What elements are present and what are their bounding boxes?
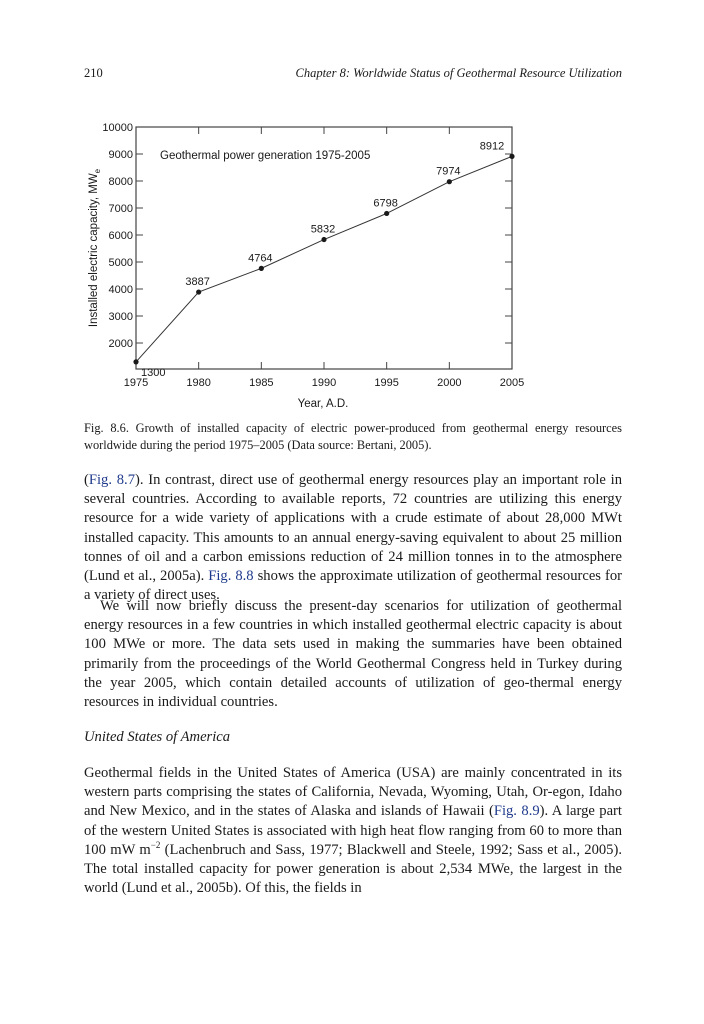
data-point-marker [196, 289, 201, 294]
y-axis-label-subscript: e [93, 168, 102, 174]
data-label: 4764 [248, 252, 273, 265]
y-tick-label: 4000 [108, 284, 133, 296]
figure-caption [84, 420, 622, 454]
data-label: 6798 [373, 197, 398, 210]
y-tick-label: 8000 [108, 176, 133, 188]
series-line [136, 156, 512, 362]
caption-text: Growth of installed capacity of electric power-produced from geothermal energy resources worldwide during the period 1975–2005 (Data source: Bertani, 2005). [84, 421, 622, 452]
paragraph-text: Geothermal fields in the United States of America (USA) are mainly concentrated in its western parts comprising the states of California, Nevada, Wyoming, Utah, Or-egon, Idaho and New Mexico, and in the states of Alaska and islands of Hawaii ( [84, 765, 622, 820]
paragraph-text: (Lachenbruch and Sass, 1977; Blackwell and Steele, 1992; Sass et al., 2005). The total installed capacity for power generation is about 2,534 MWe, the largest in the world (Lund et al., 2005b). Of this, the fields in [84, 841, 622, 897]
plot-border [136, 127, 512, 369]
superscript: −2 [150, 839, 161, 850]
section-heading: United States of America [84, 729, 231, 745]
y-tick-label: 3000 [108, 311, 133, 323]
figure-link[interactable]: Fig. 8.8 [208, 568, 254, 585]
data-point-marker [509, 154, 514, 159]
figure-link[interactable]: Fig. 8.7 [88, 472, 135, 488]
figure-link[interactable]: Fig. 8.9 [493, 803, 540, 820]
x-tick-label: 1975 [123, 377, 149, 389]
y-tick-label: 7000 [108, 203, 133, 215]
data-point-marker [384, 211, 389, 216]
data-label: 5832 [310, 223, 336, 236]
data-point-marker [321, 237, 326, 242]
y-axis-label [88, 168, 102, 327]
body-paragraph [84, 764, 622, 898]
y-tick-label: 2000 [108, 338, 133, 350]
data-label: 1300 [141, 366, 166, 379]
x-tick-label: 1980 [186, 377, 211, 389]
page-number: 210 [84, 66, 103, 80]
paragraph-text: ). A large part of the western United States is associated with high heat flow ranging from 60 to more than 100 mW m [84, 803, 622, 858]
data-point-marker [133, 359, 138, 364]
y-tick-label: 9000 [108, 149, 133, 161]
x-tick-label: 2005 [499, 377, 525, 389]
chart-title: Geothermal power generation 1975-2005 [160, 150, 371, 162]
x-tick-label: 1990 [311, 377, 337, 389]
data-label: 7974 [436, 165, 461, 178]
paragraph-text: shows the approximate utilization of geothermal resources for a variety of direct uses. [84, 568, 623, 604]
body-paragraph: We will now briefly discuss the present-day scenarios for utilization of geothermal energy resources in a few countries in which installed geothermal electric capacity is about 100 MWe or more. The data sets used in making the summaries have been obtained primarily from the proceedings of the World Geothermal Congress held in Turkey during the year 2005, which contain detailed accounts of utilization of geo-thermal energy resources in individual countries. [84, 598, 622, 711]
data-label: 8912 [479, 140, 505, 153]
y-tick-label: 10000 [102, 122, 133, 134]
x-tick-label: 1985 [249, 377, 274, 389]
data-point-marker [447, 179, 452, 184]
x-axis-ticks [124, 127, 524, 389]
chapter-title: Chapter 8: Worldwide Status of Geothermal Resource Utilization [295, 66, 622, 80]
y-axis-label-main: Installed electric capacity, MW [88, 173, 100, 328]
plot-frame [136, 127, 512, 369]
caption-label: Fig. 8.6. [84, 421, 129, 435]
data-series [133, 140, 514, 379]
x-tick-label: 2000 [437, 377, 462, 389]
paragraph-text: ). In contrast, direct use of geothermal energy resources play an important role in several countries. According to available reports, 72 countries are utilizing this energy resource for a wide variety of applications with a crude estimate of about 28,000 MWt installed capacity. This amounts to an annual energy-saving equivalent to about 25 million tonnes of oil and a carbon emissions reduction of 24 million tonnes in to the atmosphere (Lund et al., 2005a). [84, 472, 622, 585]
x-axis-label: Year, A.D. [297, 398, 349, 410]
y-tick-label: 6000 [108, 230, 133, 242]
data-point-marker [259, 266, 264, 271]
body-paragraph: (Fig. 8.7). In contrast, direct use of geothermal energy resources play an important role in several countries. According to available reports, 72 countries are utilizing this energy resource for a wide variety of applications with a crude estimate of about 28,000 MWt installed capacity. This amounts to an annual energy-saving equivalent to about 25 million tonnes of oil and a carbon emissions reduction of 24 million tonnes in to the atmosphere (Lund et al., 2005a). Fig. 8.8 shows the approximate utilization of geothermal resources for a variety of direct uses. [84, 472, 623, 604]
data-label: 3887 [185, 276, 210, 289]
line-chart [0, 0, 704, 420]
x-tick-label: 1995 [374, 377, 399, 389]
y-tick-label: 5000 [108, 257, 133, 269]
